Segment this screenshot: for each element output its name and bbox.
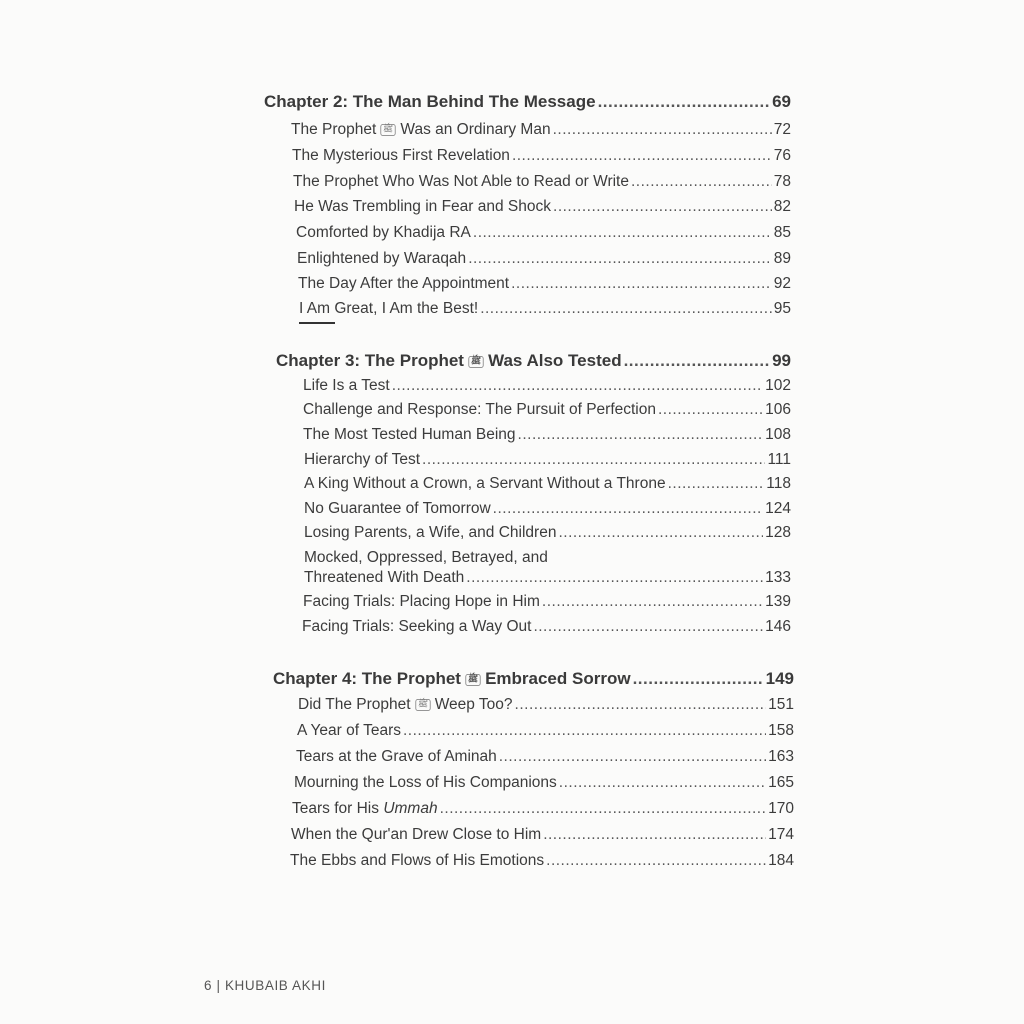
section-entry bbox=[304, 451, 791, 469]
section-entry bbox=[298, 275, 791, 293]
section-title: Facing Trials: Placing Hope in Him bbox=[303, 593, 540, 610]
section-entry bbox=[296, 748, 794, 766]
page-number: 85 bbox=[773, 224, 791, 241]
section-title: The Most Tested Human Being bbox=[303, 426, 516, 443]
chapter-title: Chapter 3: The Prophet bbox=[276, 351, 464, 370]
page-number: 118 bbox=[766, 475, 791, 492]
page-number: 163 bbox=[768, 748, 794, 765]
dot-leader bbox=[515, 696, 767, 714]
dot-leader bbox=[558, 524, 763, 542]
dot-leader bbox=[392, 377, 763, 395]
dot-leader bbox=[546, 852, 766, 870]
page-number: 89 bbox=[773, 250, 791, 267]
chapter-3-entry bbox=[276, 351, 791, 371]
section-entry bbox=[296, 224, 791, 242]
section-entry bbox=[299, 300, 791, 318]
section-title: Losing Parents, a Wife, and Children bbox=[304, 524, 557, 541]
chapter-title: Chapter 4: The Prophet bbox=[273, 669, 461, 688]
section-title: Tears at the Grave of Aminah bbox=[296, 748, 497, 765]
section-entry bbox=[294, 774, 794, 792]
section-title: Life Is a Test bbox=[303, 377, 390, 394]
section-title: Hierarchy of Test bbox=[304, 451, 421, 468]
page-number: 108 bbox=[765, 426, 791, 443]
dot-leader bbox=[542, 593, 763, 611]
section-entry bbox=[303, 377, 791, 395]
dot-leader bbox=[511, 275, 772, 293]
pen-underline-mark bbox=[299, 322, 335, 324]
dot-leader bbox=[440, 800, 767, 818]
dot-leader bbox=[668, 475, 765, 493]
dot-leader bbox=[633, 669, 764, 689]
page-number: 82 bbox=[773, 198, 791, 215]
section-entry bbox=[294, 198, 791, 216]
section-entry bbox=[290, 852, 794, 870]
section-entry bbox=[302, 618, 791, 636]
section-title: Facing Trials: Seeking a Way Out bbox=[302, 618, 532, 635]
section-entry bbox=[291, 121, 791, 139]
dot-leader bbox=[403, 722, 766, 740]
page-number: 174 bbox=[768, 826, 794, 843]
dot-leader bbox=[631, 173, 772, 191]
section-entry bbox=[303, 593, 791, 611]
section-entry bbox=[293, 173, 791, 191]
section-entry bbox=[298, 696, 794, 714]
page-number: 184 bbox=[768, 852, 794, 869]
dot-leader bbox=[512, 147, 772, 165]
page-number: 124 bbox=[765, 500, 791, 517]
page-number: 111 bbox=[767, 451, 791, 468]
section-title: Threatened With Death bbox=[304, 569, 465, 586]
section-title: Tears for His bbox=[292, 800, 379, 817]
chapter-title: Chapter 2: The Man Behind The Message bbox=[264, 92, 596, 111]
page-number: 78 bbox=[773, 173, 791, 190]
chapter-title-cont: Was Also Tested bbox=[488, 351, 622, 370]
salutation-icon: ﷺ bbox=[381, 124, 396, 136]
dot-leader bbox=[493, 500, 763, 518]
dot-leader bbox=[518, 426, 764, 444]
section-title: When the Qur'an Drew Close to Him bbox=[291, 826, 542, 843]
dot-leader bbox=[598, 92, 771, 112]
page-number: 151 bbox=[768, 696, 794, 713]
salutation-icon: ﷺ bbox=[415, 699, 430, 711]
dot-leader bbox=[559, 774, 766, 792]
page-number: 128 bbox=[765, 524, 791, 541]
page-number: 106 bbox=[765, 401, 791, 418]
section-title: The Prophet bbox=[291, 121, 377, 138]
section-entry bbox=[304, 524, 791, 542]
section-entry bbox=[304, 569, 791, 587]
section-title: The Day After the Appointment bbox=[298, 275, 510, 292]
chapter-2-entry bbox=[264, 92, 791, 112]
section-title-italic: Ummah bbox=[383, 800, 438, 817]
section-entry bbox=[292, 800, 794, 818]
dot-leader bbox=[553, 198, 772, 216]
dot-leader bbox=[624, 351, 771, 371]
page-footer bbox=[204, 978, 326, 993]
section-title: No Guarantee of Tomorrow bbox=[304, 500, 491, 517]
section-entry bbox=[304, 475, 791, 493]
section-title: Mourning the Loss of His Companions bbox=[294, 774, 557, 791]
page-number: 102 bbox=[765, 377, 791, 394]
salutation-icon: ﷺ bbox=[465, 674, 480, 686]
footer-separator: | bbox=[216, 978, 221, 993]
chapter-4-entry bbox=[273, 669, 794, 689]
page-number: 99 bbox=[772, 351, 791, 370]
dot-leader bbox=[473, 224, 772, 242]
footer-page-number: 6 bbox=[204, 978, 213, 993]
dot-leader bbox=[553, 121, 772, 139]
section-entry bbox=[291, 826, 794, 844]
page-number: 170 bbox=[768, 800, 794, 817]
section-entry bbox=[297, 722, 794, 740]
dot-leader bbox=[468, 250, 772, 268]
section-entry bbox=[297, 250, 791, 268]
page-number: 146 bbox=[765, 618, 791, 635]
section-title: The Ebbs and Flows of His Emotions bbox=[290, 852, 545, 869]
section-title: Enlightened by Waraqah bbox=[297, 250, 467, 267]
section-title: The Mysterious First Revelation bbox=[292, 147, 510, 164]
section-title: Challenge and Response: The Pursuit of Perfection bbox=[303, 401, 656, 418]
section-title: He Was Trembling in Fear and Shock bbox=[294, 198, 552, 215]
dot-leader bbox=[480, 300, 772, 318]
dot-leader bbox=[466, 569, 763, 587]
page-number: 69 bbox=[772, 92, 791, 111]
page-number: 165 bbox=[768, 774, 794, 791]
section-title-cont: Was an Ordinary Man bbox=[400, 121, 551, 138]
dot-leader bbox=[658, 401, 763, 419]
section-title: A Year of Tears bbox=[297, 722, 401, 739]
page-number: 158 bbox=[768, 722, 794, 739]
section-entry bbox=[303, 401, 791, 419]
section-title: The Prophet Who Was Not Able to Read or Write bbox=[293, 173, 629, 190]
dot-leader bbox=[422, 451, 765, 469]
footer-author: KHUBAIB AKHI bbox=[224, 978, 326, 993]
dot-leader bbox=[533, 618, 763, 636]
page-number: 95 bbox=[773, 300, 791, 317]
section-title: Comforted by Khadija RA bbox=[296, 224, 471, 241]
section-title-line1: Mocked, Oppressed, Betrayed, and bbox=[304, 549, 548, 566]
section-title: I Am Great, I Am the Best! bbox=[299, 300, 479, 317]
page-number: 149 bbox=[765, 669, 794, 688]
section-entry bbox=[292, 147, 791, 165]
section-entry bbox=[303, 426, 791, 444]
page-number: 76 bbox=[773, 147, 791, 164]
page-number: 139 bbox=[765, 593, 791, 610]
page-number: 133 bbox=[765, 569, 791, 586]
salutation-icon: ﷺ bbox=[468, 356, 483, 368]
page-number: 92 bbox=[773, 275, 791, 292]
section-entry bbox=[304, 500, 791, 518]
chapter-title-cont: Embraced Sorrow bbox=[485, 669, 631, 688]
dot-leader bbox=[499, 748, 766, 766]
dot-leader bbox=[543, 826, 766, 844]
section-title: Did The Prophet bbox=[298, 696, 411, 713]
page-number: 72 bbox=[773, 121, 791, 138]
section-title-cont: Weep Too? bbox=[434, 696, 513, 713]
section-title: A King Without a Crown, a Servant Without a Throne bbox=[304, 475, 666, 492]
